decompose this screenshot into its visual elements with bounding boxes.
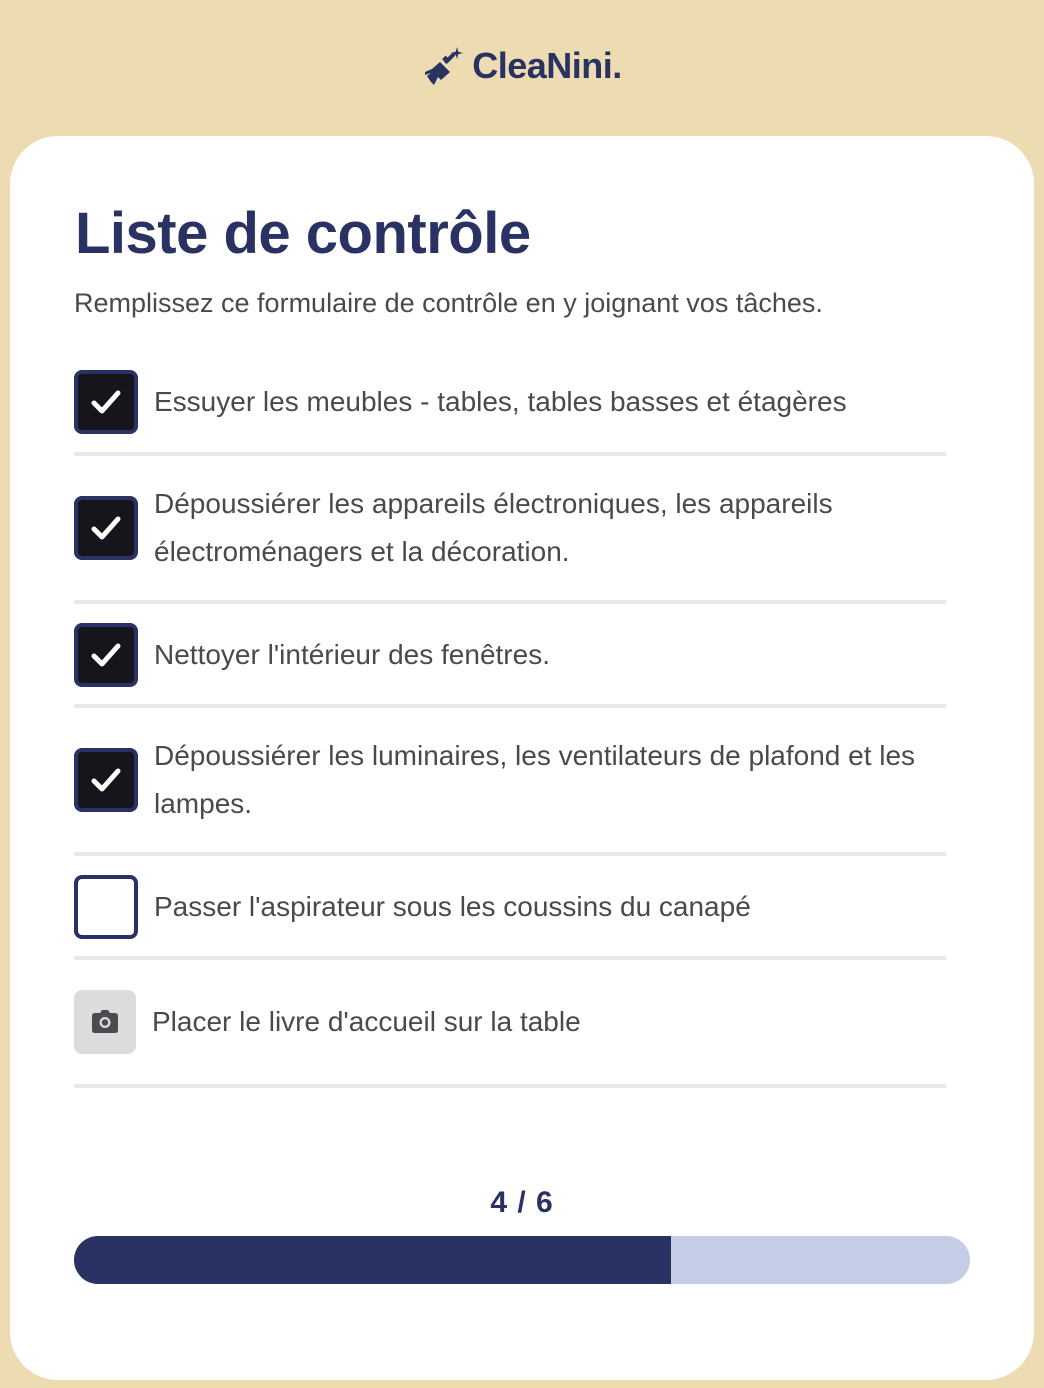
page-subtitle: Remplissez ce formulaire de contrôle en y joignant vos tâches. [74,288,823,318]
photo-task-item [74,960,946,1088]
task-item [74,604,946,708]
task-item [74,708,946,856]
task-label: Essuyer les meubles - tables, tables basses et étagères [154,386,847,417]
task-item [74,456,946,604]
photo-upload-button[interactable] [74,990,136,1054]
checklist-card [10,136,1034,1380]
task-label: Nettoyer l'intérieur des fenêtres. [154,639,550,670]
checkmark-icon [87,509,125,547]
progress-bar-fill [74,1236,671,1284]
progress-counter: 4 / 6 [490,1186,554,1219]
task-label: Dépoussiérer les appareils électroniques, les appareils électroménagers et la décoration. [154,488,833,567]
task-checkbox[interactable] [74,496,138,560]
page-title: Liste de contrôle [75,201,531,266]
camera-icon [89,1006,121,1038]
progress-bar [74,1236,970,1284]
task-checkbox[interactable] [74,748,138,812]
checkmark-icon [87,761,125,799]
task-checkbox[interactable] [74,875,138,939]
task-checkbox[interactable] [74,370,138,434]
task-item [74,856,946,960]
checkmark-icon [87,636,125,674]
app-header [0,0,1044,136]
task-label: Dépoussiérer les luminaires, les ventilateurs de plafond et les lampes. [154,740,916,819]
task-list [74,350,946,1088]
task-item [74,350,946,456]
checkmark-icon [87,383,125,421]
brand-name: CleaNini. [472,45,622,86]
task-checkbox[interactable] [74,623,138,687]
task-label: Placer le livre d'accueil sur la table [152,1006,581,1037]
brand-logo[interactable] [422,45,622,87]
broom-sparkle-icon [422,45,464,87]
task-label: Passer l'aspirateur sous les coussins du canapé [154,891,751,922]
